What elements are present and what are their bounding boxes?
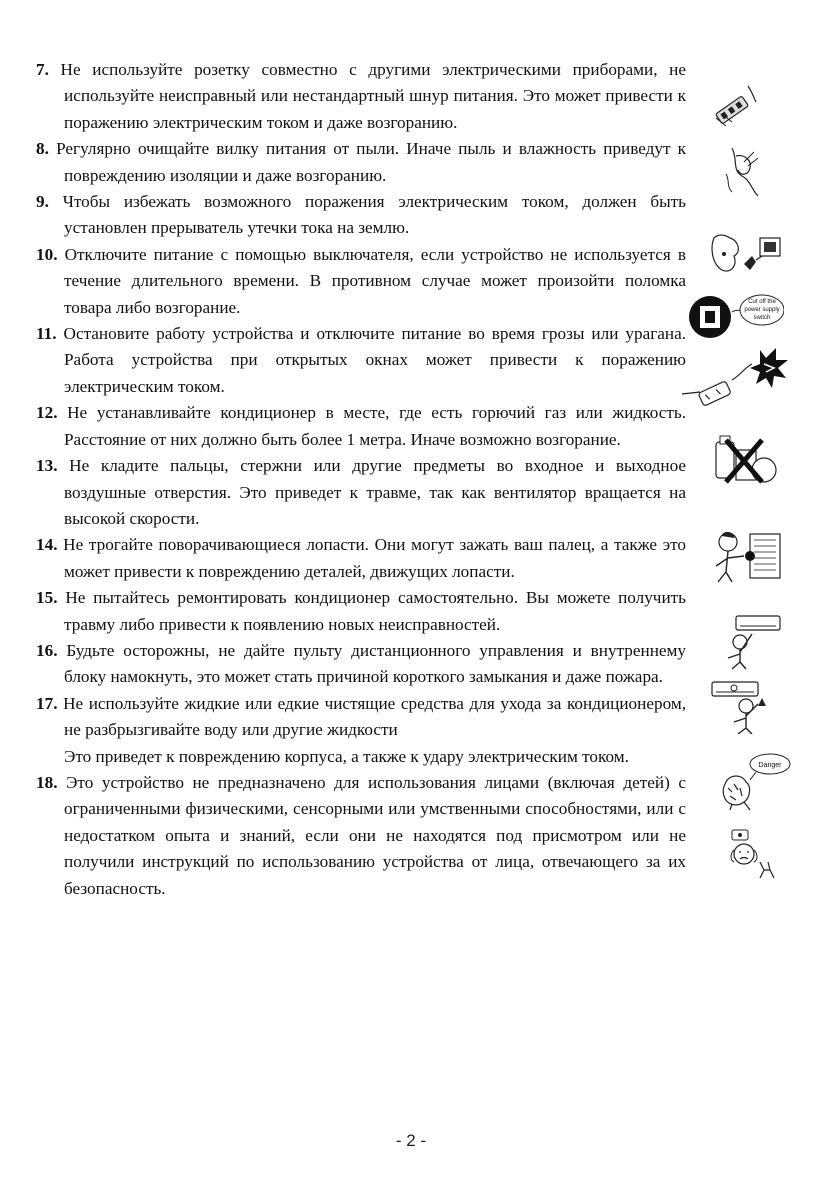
- instruction-item-7: [36, 57, 686, 136]
- instruction-item-8: [36, 136, 686, 189]
- item-text: Это устройство не предназначено для использования лицами (включая детей) с ограниченными физическими, сенсорными или умственными способностями, или с недостатком опыта и знаний, если они не находятся под присмотром или не получили инструкций по использованию устройства от лица, отвечающего за их безопасность.: [64, 772, 687, 898]
- item-number: 7.: [36, 60, 49, 79]
- item-text: Отключите питание с помощью выключателя, если устройство не используется в течение длительного времени. В противном случае может произойти поломка товара либо возгорание.: [64, 244, 686, 317]
- switch-caption-line-2: power supply: [744, 307, 780, 313]
- instruction-item-13: [36, 453, 686, 532]
- item-text: Не используйте жидкие или едкие чистящие средства для ухода за кондиционером, не разбрызгивайте воду или другие жидкости: [63, 693, 687, 740]
- item-text: Не трогайте поворачивающиеся лопасти. Они могут зажать ваш палец, а также это может привести к повреждению деталей, движущих лопасти.: [63, 535, 686, 581]
- chemicals-danger-illustration: [720, 752, 792, 812]
- power-strip-illustration: [712, 82, 758, 130]
- item-number: 15.: [36, 588, 58, 608]
- item-text: Не используйте розетку совместно с другими электрическими приборами, не используйте неисправный или нестандартный шнур питания. Это может привести к поражению электрическим током и даже возгоранию.: [60, 60, 686, 132]
- item-text: Остановите работу устройства и отключите питание во время грозы или урагана. Работа устройства при открытых окнах может привести к поражению электрическим током.: [63, 324, 686, 396]
- page-number: - 2 -: [395, 1131, 427, 1150]
- item-number: 11.: [36, 324, 57, 344]
- instruction-item-12: [36, 400, 686, 453]
- instruction-item-10: [36, 242, 686, 321]
- wet-unit-illustration: [710, 676, 774, 734]
- item-number: 17.: [36, 693, 58, 713]
- item-text: Не пытайтесь ремонтировать кондиционер самостоятельно. Вы можете получить травму либо привести к появлению новых неисправностей.: [64, 588, 686, 634]
- item-number: 9.: [36, 192, 49, 212]
- louver-touch-illustration: [722, 612, 782, 670]
- item-text: Не устанавливайте кондиционер в месте, где есть горючий газ или жидкость. Расстояние от них должно быть более 1 метра. Иначе возможно возгорание.: [64, 403, 686, 449]
- item-text: Регулярно очищайте вилку питания от пыли. Иначе пыль и влажность приведут к повреждению изоляции и даже возгоранию.: [56, 139, 687, 185]
- item-number: 13.: [36, 456, 58, 476]
- power-switch-illustration: [688, 292, 784, 342]
- item-number: 14.: [36, 535, 58, 555]
- instruction-list: [36, 57, 686, 902]
- leakage-breaker-illustration: [708, 230, 784, 278]
- plug-cleaning-illustration: [722, 146, 766, 198]
- item-number: 16.: [36, 640, 58, 660]
- finger-in-vent-illustration: [710, 528, 784, 586]
- item-number: 18.: [36, 772, 58, 792]
- instruction-item-15: [36, 585, 686, 638]
- item-text: Не кладите пальцы, стержни или другие предметы во входное и выходное воздушные отверстия. Это приведет к травме, так как вентилятор вращается на высокой скорости.: [64, 456, 687, 528]
- instruction-item-17: [36, 691, 686, 770]
- instruction-item-9: [36, 189, 686, 242]
- switch-caption-line-3: switch: [753, 315, 771, 321]
- item-continuation: Это приведет к повреждению корпуса, а также к удару электрическим током.: [64, 746, 629, 766]
- item-text: Чтобы избежать возможного поражения электрическим током, должен быть установлен прерыватель утечки тока на землю.: [62, 192, 686, 238]
- persons-supervision-illustration: [724, 826, 780, 882]
- flammable-gas-prohibited-illustration: [712, 430, 780, 486]
- item-number: 8.: [36, 139, 49, 159]
- lightning-plug-illustration: [680, 344, 790, 414]
- item-number: 12.: [36, 403, 58, 423]
- instruction-item-18: [36, 770, 686, 902]
- instruction-item-16: [36, 638, 686, 691]
- instruction-item-11: [36, 321, 686, 400]
- switch-caption-line-1: Cut off the: [748, 299, 776, 305]
- danger-label: Danger: [758, 762, 782, 769]
- item-number: 10.: [36, 244, 58, 264]
- instruction-item-14: [36, 532, 686, 585]
- item-text: Будьте осторожны, не дайте пульту дистанционного управления и внутреннему блоку намокнуть, это может стать причиной короткого замыкания и даже пожара.: [64, 640, 686, 687]
